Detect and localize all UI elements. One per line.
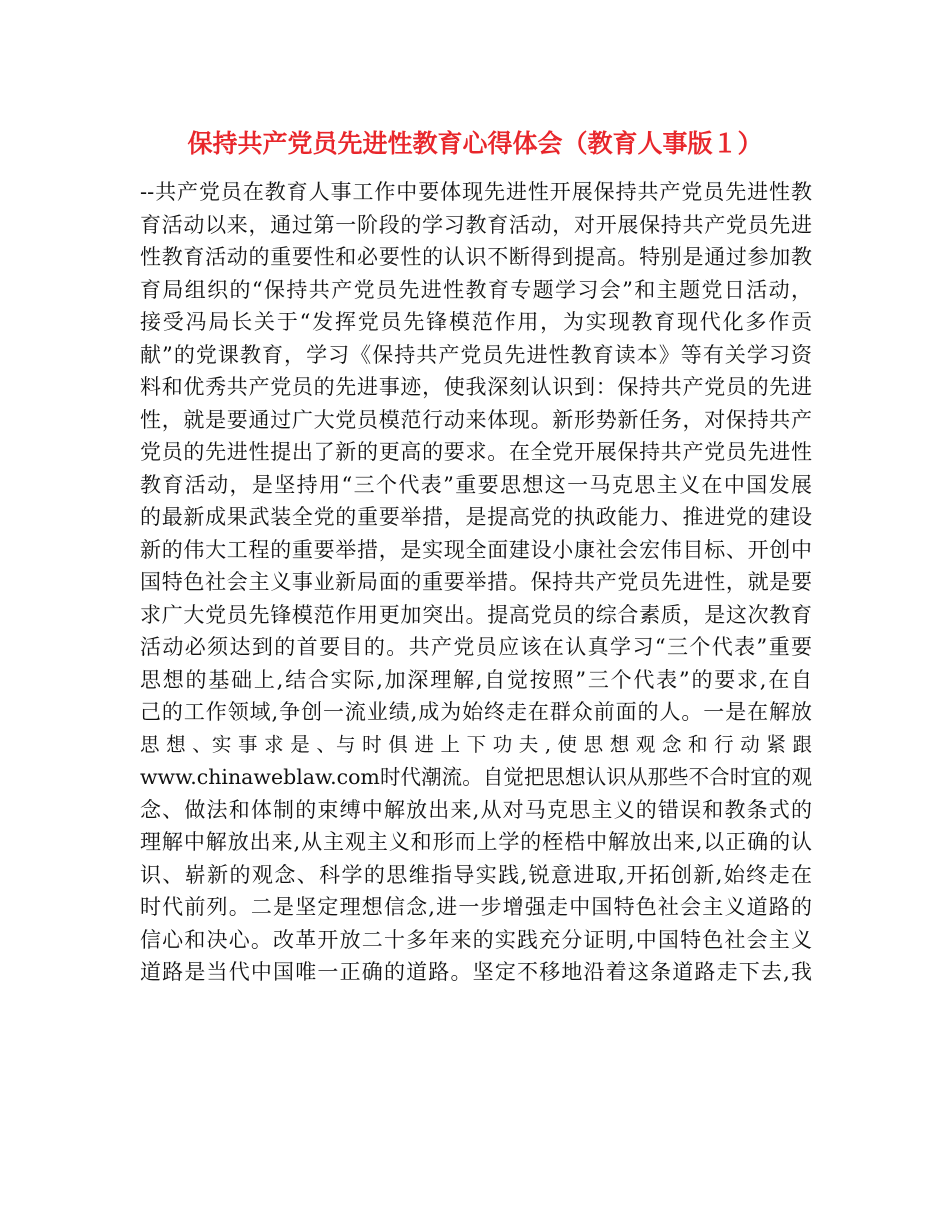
- body-text-line: 识、崭新的观念、科学的思维指导实践,锐意进取,开拓创新,始终走在: [140, 862, 812, 887]
- body-text-line: 性教育活动的重要性和必要性的认识不断得到提高。特别是通过参加教: [140, 245, 812, 269]
- body-text-line: www.chinaweblaw.com时代潮流。自觉把思想认识从那些不合时宜的观: [140, 765, 812, 789]
- body-text-line: 育活动以来，通过第一阶段的学习教育活动，对开展保持共产党员先进: [140, 212, 812, 237]
- body-text-line: 的最新成果武装全党的重要举措，是提高党的执政能力、推进党的建设: [140, 505, 812, 529]
- body-text-line: 思想的基础上,结合实际,加深理解,自觉按照”三个代表”的要求,在自: [140, 667, 812, 692]
- body-text-line: 教育活动，是坚持用“三个代表”重要思想这一马克思主义在中国发展: [140, 472, 812, 497]
- body-text-line: 新的伟大工程的重要举措，是实现全面建设小康社会宏伟目标、开创中: [140, 537, 812, 562]
- body-text-line: 己的工作领域,争创一流业绩,成为始终走在群众前面的人。一是在解放: [140, 700, 812, 724]
- body-text-line: 道路是当代中国唯一正确的道路。坚定不移地沿着这条道路走下去,我: [140, 960, 812, 984]
- body-text-line: --共产党员在教育人事工作中要体现先进性开展保持共产党员先进性教: [140, 180, 812, 204]
- body-text-line: 党员的先进性提出了新的更高的要求。在全党开展保持共产党员先进性: [140, 440, 812, 464]
- body-text-line: 接受冯局长关于“发挥党员先锋模范作用，为实现教育现代化多作贡: [140, 310, 812, 334]
- body-text-line: 献”的党课教育，学习《保持共产党员先进性教育读本》等有关学习资: [140, 342, 812, 367]
- body-text-line: 时代前列。二是坚定理想信念,进一步增强走中国特色社会主义道路的: [140, 895, 812, 919]
- body-text-line: 思 想 、实 事 求 是 、与 时 俱 进 上 下 功 夫 , 使 思 想 观 念 和 行 动 紧 跟: [140, 732, 812, 756]
- body-text-line: 性，就是要通过广大党员模范行动来体现。新形势新任务，对保持共产: [140, 407, 812, 432]
- body-text-line: 理解中解放出来,从主观主义和形而上学的桎梏中解放出来,以正确的认: [140, 830, 812, 854]
- document-body: [140, 176, 812, 989]
- body-text-line: 料和优秀共产党员的先进事迹，使我深刻认识到：保持共产党员的先进: [140, 375, 812, 399]
- body-text-line: 求广大党员先锋模范作用更加突出。提高党员的综合素质，是这次教育: [140, 602, 812, 627]
- document-title: 保持共产党员先进性教育心得体会（教育人事版１）: [187, 129, 763, 158]
- body-text-line: 信心和决心。改革开放二十多年来的实践充分证明,中国特色社会主义: [140, 927, 812, 952]
- body-text-line: 国特色社会主义事业新局面的重要举措。保持共产党员先进性，就是要: [140, 570, 812, 594]
- body-text-line: 念、做法和体制的束缚中解放出来,从对马克思主义的错误和教条式的: [140, 797, 812, 822]
- body-text-line: 活动必须达到的首要目的。共产党员应该在认真学习“三个代表”重要: [140, 635, 812, 659]
- body-text-line: 育局组织的“保持共产党员先进性教育专题学习会”和主题党日活动，: [140, 277, 812, 302]
